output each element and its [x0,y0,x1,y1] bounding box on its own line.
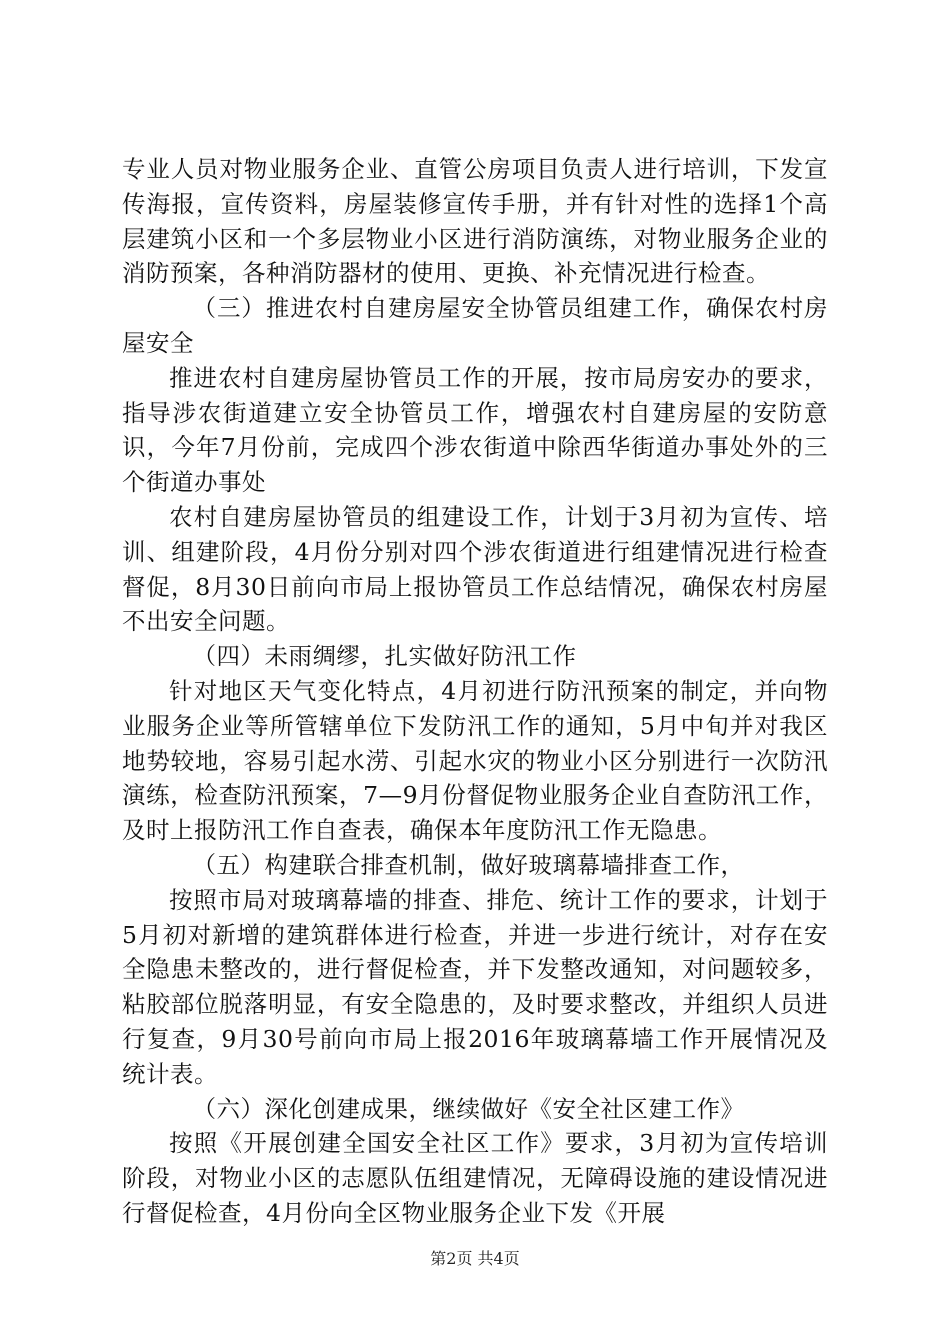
paragraph: 按照市局对玻璃幕墙的排查、排危、统计工作的要求，计划于5月初对新增的建筑群体进行检查，并进一步进行统计，对存在安全隐患未整改的，进行督促检查，并下发整改通知，对问题较多，粘胶部位脱落明显，有安全隐患的，及时要求整改，并组织人员进行复查，9月30号前向市局上报2016年玻璃幕墙工作开展情况及统计表。 [122,885,828,1088]
paragraph-continuation: 专业人员对物业服务企业、直管公房项目负责人进行培训，下发宣传海报，宣传资料，房屋装修宣传手册，并有针对性的选择1个高层建筑小区和一个多层物业小区进行消防演练，对物业服务企业的消防预案，各种消防器材的使用、更换、补充情况进行检查。 [122,155,828,288]
paragraph: 按照《开展创建全国安全社区工作》要求，3月初为宣传培训阶段，对物业小区的志愿队伍组建情况，无障碍设施的建设情况进行督促检查，4月份向全区物业服务企业下发《开展 [122,1129,828,1227]
paragraph: 推进农村自建房屋协管员工作的开展，按市局房安办的要求，指导涉农街道建立安全协管员工作，增强农村自建房屋的安防意识，今年7月份前，完成四个涉农街道中除西华街道办事处外的三个街道办事处 [122,363,828,497]
paragraph: 针对地区天气变化特点，4月初进行防汛预案的制定，并向物业服务企业等所管辖单位下发防汛工作的通知，5月中旬并对我区地势较地，容易引起水涝、引起水灾的物业小区分别进行一次防汛演练，检查防汛预案，7—9月份督促物业服务企业自查防汛工作，及时上报防汛工作自查表，确保本年度防汛工作无隐患。 [122,676,828,845]
section-heading-4: （四）未雨绸缪，扎实做好防汛工作 [192,642,577,671]
document-body [122,152,828,1231]
section-heading-3: （三）推进农村自建房屋安全协管员组建工作，确保农村房屋安全 [122,294,828,357]
paragraph: 农村自建房屋协管员的组建设工作，计划于3月初为宣传、培训、组建阶段，4月份分别对四个涉农街道进行组建情况进行检查督促，8月30日前向市局上报协管员工作总结情况，确保农村房屋不出安全问题。 [122,502,828,636]
page-number-footer: 第2页 共4页 [430,1249,520,1268]
section-heading-6: （六）深化创建成果，继续做好《安全社区建工作》 [192,1094,745,1123]
section-heading-5: （五）构建联合排查机制，做好玻璃幕墙排查工作， [192,850,745,879]
